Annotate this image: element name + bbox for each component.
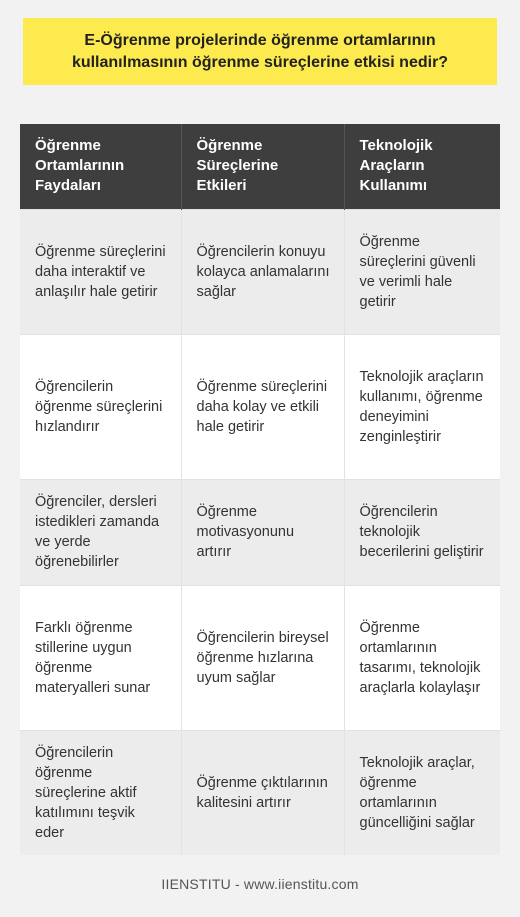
table-row bbox=[20, 209, 500, 334]
page-title: E-Öğrenme projelerinde öğrenme ortamlarının kullanılmasının öğrenme süreçlerine etkisi nedir? bbox=[71, 31, 449, 71]
table-cell: Öğrencilerin öğrenme süreçlerini hızlandırır bbox=[20, 334, 181, 479]
table-header-row bbox=[20, 124, 500, 209]
table-cell: Öğrencilerin konuyu kolayca anlamalarını sağlar bbox=[181, 209, 344, 334]
table-cell: Öğrenme süreçlerini daha kolay ve etkili hale getirir bbox=[181, 334, 344, 479]
footer-credit: IIENSTITU - www.iienstitu.com bbox=[161, 876, 359, 892]
table-cell: Öğrenme süreçlerini daha interaktif ve anlaşılır hale getirir bbox=[20, 209, 181, 334]
table-cell: Öğrenme motivasyonunu artırır bbox=[181, 479, 344, 585]
column-header: Öğrenme Ortamlarının Faydaları bbox=[20, 124, 181, 209]
table-row bbox=[20, 585, 500, 730]
table-cell: Teknolojik araçların kullanımı, öğrenme deneyimini zenginleştirir bbox=[344, 334, 500, 479]
table-cell: Öğrencilerin teknolojik becerilerini geliştirir bbox=[344, 479, 500, 585]
column-header: Teknolojik Araçların Kullanımı bbox=[344, 124, 500, 209]
table-row bbox=[20, 730, 500, 855]
table-cell: Öğrenme çıktılarının kalitesini artırır bbox=[181, 730, 344, 855]
table-row bbox=[20, 334, 500, 479]
table-cell: Öğrenme süreçlerini güvenli ve verimli hale getirir bbox=[344, 209, 500, 334]
table-cell: Öğrencilerin bireysel öğrenme hızlarına uyum sağlar bbox=[181, 585, 344, 730]
comparison-table bbox=[20, 124, 500, 855]
column-header: Öğrenme Süreçlerine Etkileri bbox=[181, 124, 344, 209]
table-cell: Teknolojik araçlar, öğrenme ortamlarının güncelliğini sağlar bbox=[344, 730, 500, 855]
title-banner bbox=[23, 18, 497, 85]
table-cell: Farklı öğrenme stillerine uygun öğrenme materyalleri sunar bbox=[20, 585, 181, 730]
table-row bbox=[20, 479, 500, 585]
table-cell: Öğrencilerin öğrenme süreçlerine aktif katılımını teşvik eder bbox=[20, 730, 181, 855]
table-cell: Öğrenciler, dersleri istedikleri zamanda ve yerde öğrenebilirler bbox=[20, 479, 181, 585]
table-cell: Öğrenme ortamlarının tasarımı, teknolojik araçlarla kolaylaşır bbox=[344, 585, 500, 730]
